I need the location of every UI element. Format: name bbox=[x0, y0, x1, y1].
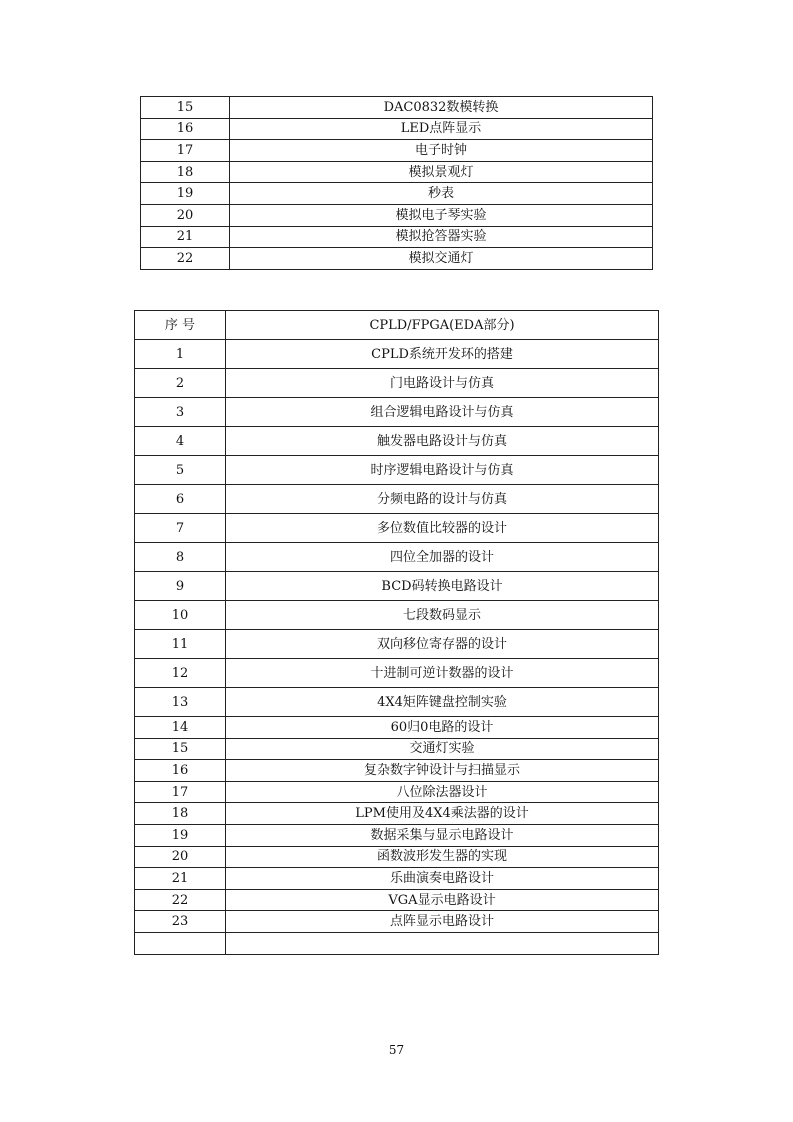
table-row bbox=[135, 514, 659, 543]
row-number: 7 bbox=[135, 514, 226, 543]
row-number: 14 bbox=[135, 717, 226, 739]
row-title: LPM使用及4X4乘法器的设计 bbox=[226, 803, 659, 825]
row-title: 秒表 bbox=[230, 183, 653, 205]
row-number: 11 bbox=[135, 630, 226, 659]
row-number: 16 bbox=[141, 118, 230, 140]
table-row bbox=[135, 630, 659, 659]
table-row bbox=[135, 688, 659, 717]
experiment-table-continued bbox=[140, 96, 653, 270]
row-title: 电子时钟 bbox=[230, 140, 653, 162]
row-number: 19 bbox=[141, 183, 230, 205]
row-title: 复杂数字钟设计与扫描显示 bbox=[226, 760, 659, 782]
row-number: 3 bbox=[135, 398, 226, 427]
row-title: 分频电路的设计与仿真 bbox=[226, 485, 659, 514]
header-title: CPLD/FPGA(EDA部分) bbox=[226, 311, 659, 340]
row-title: DAC0832数模转换 bbox=[230, 97, 653, 119]
table-row bbox=[135, 572, 659, 601]
row-title: BCD码转换电路设计 bbox=[226, 572, 659, 601]
row-title: 四位全加器的设计 bbox=[226, 543, 659, 572]
row-title: 模拟抢答器实验 bbox=[230, 226, 653, 248]
cpld-fpga-experiment-table bbox=[134, 310, 659, 955]
table-row bbox=[135, 889, 659, 911]
row-title: 点阵显示电路设计 bbox=[226, 911, 659, 933]
table-row bbox=[141, 248, 653, 270]
row-number: 21 bbox=[141, 226, 230, 248]
table-row bbox=[135, 485, 659, 514]
table-row bbox=[135, 659, 659, 688]
row-number: 4 bbox=[135, 427, 226, 456]
row-title: 多位数值比较器的设计 bbox=[226, 514, 659, 543]
table-row bbox=[135, 868, 659, 890]
row-title: 4X4矩阵键盘控制实验 bbox=[226, 688, 659, 717]
row-number: 13 bbox=[135, 688, 226, 717]
table-row bbox=[135, 601, 659, 630]
table-row bbox=[141, 161, 653, 183]
table-row bbox=[141, 183, 653, 205]
row-title: 数据采集与显示电路设计 bbox=[226, 824, 659, 846]
row-title: 乐曲演奏电路设计 bbox=[226, 868, 659, 890]
table-row bbox=[135, 911, 659, 933]
table-row bbox=[135, 398, 659, 427]
table-header-row bbox=[135, 311, 659, 340]
row-title: 模拟景观灯 bbox=[230, 161, 653, 183]
row-title: CPLD系统开发环的搭建 bbox=[226, 340, 659, 369]
row-number: 8 bbox=[135, 543, 226, 572]
table-row bbox=[135, 781, 659, 803]
row-number: 2 bbox=[135, 369, 226, 398]
row-title: 60归0电路的设计 bbox=[226, 717, 659, 739]
table-row bbox=[135, 738, 659, 760]
row-title: 模拟电子琴实验 bbox=[230, 204, 653, 226]
row-number: 22 bbox=[141, 248, 230, 270]
table-row bbox=[135, 427, 659, 456]
table-row bbox=[141, 97, 653, 119]
row-number: 12 bbox=[135, 659, 226, 688]
row-title: 十进制可逆计数器的设计 bbox=[226, 659, 659, 688]
table-row bbox=[135, 456, 659, 485]
row-title bbox=[226, 932, 659, 954]
row-title: 七段数码显示 bbox=[226, 601, 659, 630]
row-title: 门电路设计与仿真 bbox=[226, 369, 659, 398]
row-number: 20 bbox=[141, 204, 230, 226]
table-row bbox=[135, 803, 659, 825]
table-row bbox=[135, 369, 659, 398]
row-title: 交通灯实验 bbox=[226, 738, 659, 760]
table-row bbox=[135, 717, 659, 739]
row-title: LED点阵显示 bbox=[230, 118, 653, 140]
row-title: 模拟交通灯 bbox=[230, 248, 653, 270]
row-title: 双向移位寄存器的设计 bbox=[226, 630, 659, 659]
table-row bbox=[141, 140, 653, 162]
row-title: 函数波形发生器的实现 bbox=[226, 846, 659, 868]
page-number: 57 bbox=[388, 1043, 405, 1057]
row-number: 19 bbox=[135, 824, 226, 846]
row-number: 23 bbox=[135, 911, 226, 933]
row-number: 15 bbox=[135, 738, 226, 760]
row-number bbox=[135, 932, 226, 954]
row-number: 16 bbox=[135, 760, 226, 782]
row-number: 20 bbox=[135, 846, 226, 868]
row-number: 5 bbox=[135, 456, 226, 485]
row-title: 组合逻辑电路设计与仿真 bbox=[226, 398, 659, 427]
row-number: 9 bbox=[135, 572, 226, 601]
table-row bbox=[135, 340, 659, 369]
table-row bbox=[141, 118, 653, 140]
row-number: 15 bbox=[141, 97, 230, 119]
row-number: 21 bbox=[135, 868, 226, 890]
table-row-empty bbox=[135, 932, 659, 954]
row-number: 10 bbox=[135, 601, 226, 630]
row-title: 八位除法器设计 bbox=[226, 781, 659, 803]
header-number: 序 号 bbox=[135, 311, 226, 340]
row-title: 时序逻辑电路设计与仿真 bbox=[226, 456, 659, 485]
row-number: 18 bbox=[135, 803, 226, 825]
table-row bbox=[135, 824, 659, 846]
table-row bbox=[141, 204, 653, 226]
row-number: 6 bbox=[135, 485, 226, 514]
table-row bbox=[135, 543, 659, 572]
row-number: 22 bbox=[135, 889, 226, 911]
table-row bbox=[141, 226, 653, 248]
table-row bbox=[135, 760, 659, 782]
row-number: 1 bbox=[135, 340, 226, 369]
row-number: 17 bbox=[141, 140, 230, 162]
table-row bbox=[135, 846, 659, 868]
row-number: 18 bbox=[141, 161, 230, 183]
row-title: VGA显示电路设计 bbox=[226, 889, 659, 911]
row-title: 触发器电路设计与仿真 bbox=[226, 427, 659, 456]
row-number: 17 bbox=[135, 781, 226, 803]
